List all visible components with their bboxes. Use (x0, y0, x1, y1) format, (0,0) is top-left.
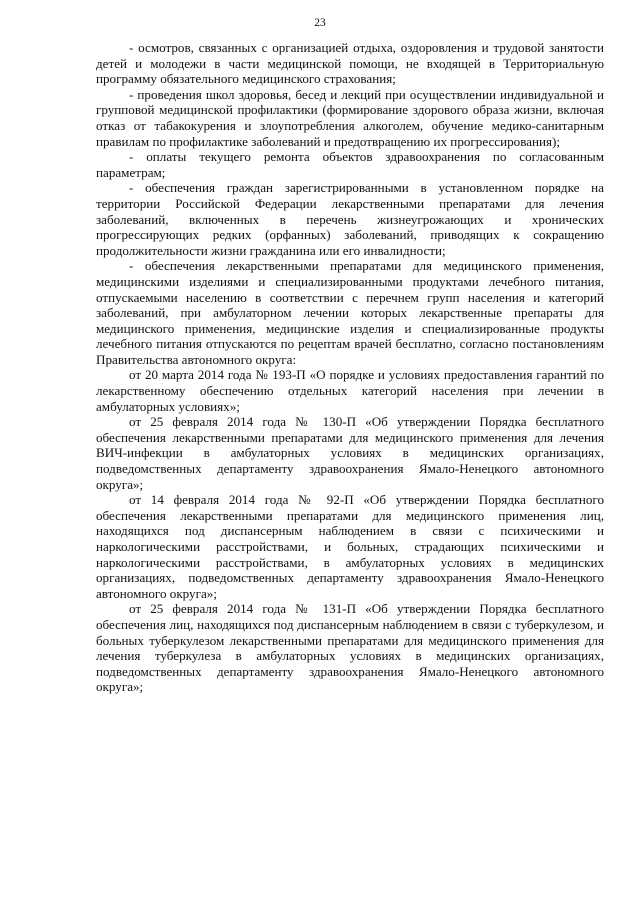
paragraph-resolution-193: от 20 марта 2014 года № 193-П «О порядке и условиях предоставления гарантий по лекарственному обеспечению отдельных категорий населения при лечении в амбулаторных условиях»; (96, 367, 604, 414)
paragraph-resolution-131: от 25 февраля 2014 года № 131-П «Об утверждении Порядка бесплатного обеспечения лиц, находящихся под диспансерным наблюдением в связи с туберкулезом, и больных туберкулезом лекарственными препаратами для медицинского применения для лечения туберкулеза в амбулаторных условиях в медицинских организациях, подведомственных департаменту здравоохранения Ямало-Ненецкого автономного округа»; (96, 601, 604, 695)
document-body (96, 40, 604, 695)
paragraph-resolution-130: от 25 февраля 2014 года № 130-П «Об утверждении Порядка бесплатного обеспечения лекарственными препаратами для медицинского применения для лечения ВИЧ-инфекции в амбулаторных условиях в медицинских организациях, подведомственных департаменту здравоохранения Ямало-Ненецкого автономного округа»; (96, 414, 604, 492)
paragraph-orphan-diseases: - обеспечения граждан зарегистрированными в установленном порядке на территории Российской Федерации лекарственными препаратами для лечения заболеваний, включенных в перечень жизнеугрожающих и хронических прогрессирующих редких (орфанных) заболеваний, приводящих к сокращению продолжительности жизни гражданина или его инвалидности; (96, 180, 604, 258)
page-number: 23 (314, 17, 326, 29)
paragraph-medical-checkups: - осмотров, связанных с организацией отдыха, оздоровления и трудовой занятости детей и молодежи в части медицинской помощи, не входящей в Территориальную программу обязательного медицинского страхования; (96, 40, 604, 87)
paragraph-resolution-92: от 14 февраля 2014 года № 92-П «Об утверждении Порядка бесплатного обеспечения лекарственными препаратами для медицинского применения лиц, находящихся под диспансерным наблюдением в связи с психическими и наркологическими расстройствами, и больных, страдающих психическими и наркологическими расстройствами, в амбулаторных условиях в медицинских организациях, подведомственных департаменту здравоохранения Ямало-Ненецкого автономного округа»; (96, 492, 604, 601)
paragraph-drug-provision: - обеспечения лекарственными препаратами для медицинского применения, медицинскими изделиями и специализированными продуктами лечебного питания, отпускаемыми населению в соответствии с перечнем групп населения и категорий заболеваний, при амбулаторном лечении которых лекарственные препараты для медицинского применения, медицинские изделия и специализированные продукты лечебного питания отпускаются по рецептам врачей бесплатно, согласно постановлениям Правительства автономного округа: (96, 258, 604, 367)
paragraph-health-schools: - проведения школ здоровья, бесед и лекций при осуществлении индивидуальной и групповой медицинской профилактики (формирование здорового образа жизни, включая отказ от табакокурения и злоупотребления алкоголем, обучение медико-санитарным правилам по профилактике заболеваний и предотвращению их прогрессирования); (96, 86, 604, 149)
paragraph-repair-payment: - оплаты текущего ремонта объектов здравоохранения по согласованным параметрам; (96, 149, 604, 180)
